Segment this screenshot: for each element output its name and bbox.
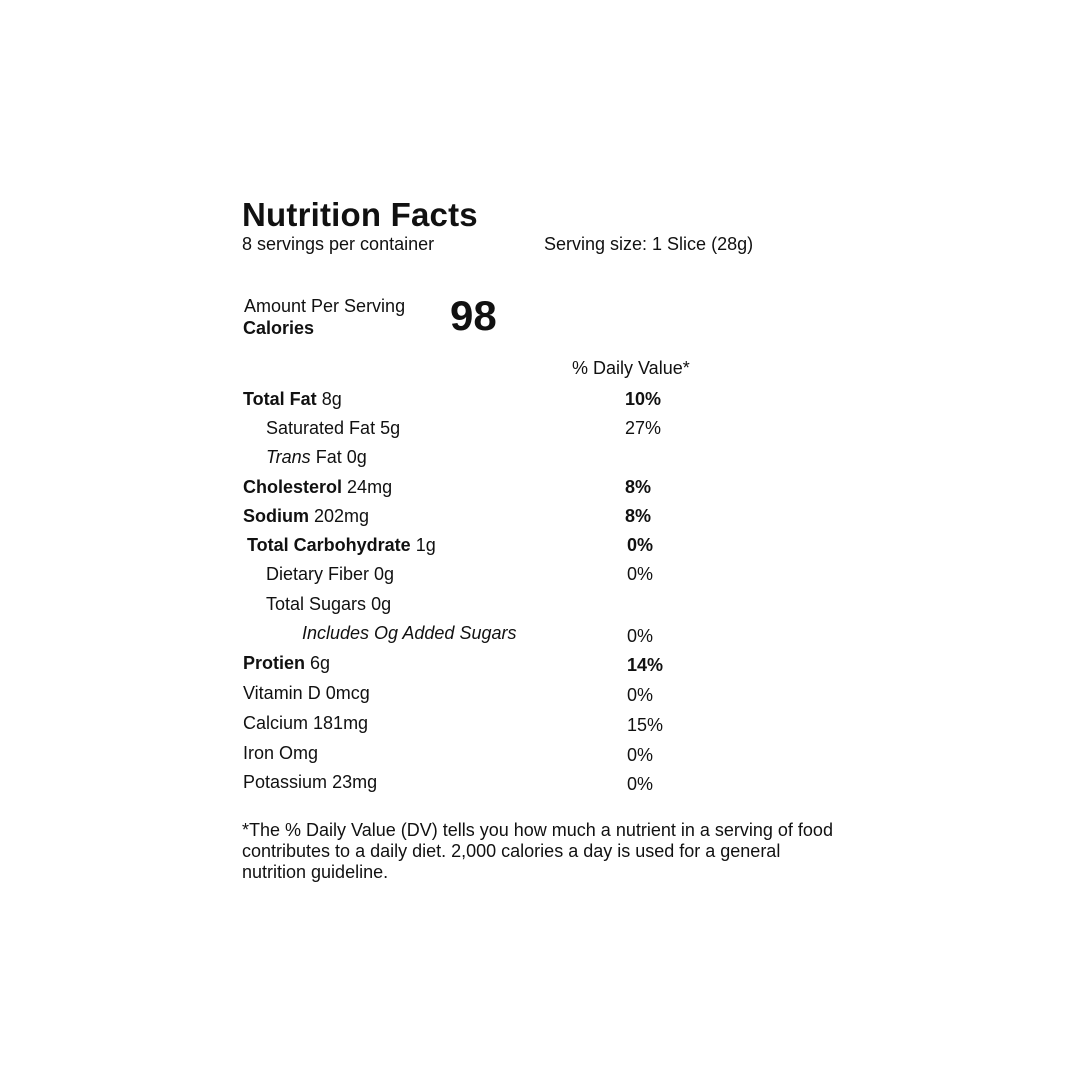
nutrient-name: Total Carbohydrate 1g: [247, 535, 436, 555]
nutrient-name: Cholesterol 24mg: [243, 477, 393, 497]
nutrient-row-total-carbohydrate: [0, 535, 1080, 561]
calories-value: 98: [450, 292, 497, 339]
nutrient-dv: 0%: [627, 685, 654, 705]
nutrient-row-added-sugars: [0, 623, 1080, 649]
nutrient-dv: 14%: [627, 655, 664, 675]
nutrient-row-iron: [0, 743, 1080, 769]
nutrient-dv: 8%: [625, 477, 652, 497]
nutrient-dv: 0%: [627, 564, 654, 584]
nutrient-row-potassium: [0, 772, 1080, 798]
calories-label: Calories: [243, 318, 315, 338]
nutrient-name: Saturated Fat 5g: [266, 418, 401, 438]
nutrient-row-saturated-fat: [0, 418, 1080, 444]
amount-per-serving: Amount Per Serving: [244, 296, 406, 316]
nutrient-dv: 0%: [627, 745, 654, 765]
nutrient-name: Sodium 202mg: [243, 506, 370, 526]
nutrient-dv: 0%: [627, 626, 654, 646]
nutrient-row-cholesterol: [0, 477, 1080, 503]
nutrient-name: Protien 6g: [243, 653, 331, 673]
nutrient-name: Vitamin D 0mcg: [243, 683, 370, 703]
nutrient-row-vitamin-d: [0, 683, 1080, 709]
nutrient-row-dietary-fiber: [0, 564, 1080, 590]
nutrient-dv: 27%: [625, 418, 662, 438]
nutrient-name: Iron Omg: [243, 743, 319, 763]
label-title: Nutrition Facts: [242, 196, 478, 233]
nutrient-dv: 0%: [627, 535, 654, 555]
nutrient-name: Calcium 181mg: [243, 713, 369, 733]
nutrient-row-protein: [0, 653, 1080, 679]
nutrient-name: Total Fat 8g: [243, 389, 342, 409]
nutrient-row-total-fat: [0, 389, 1080, 415]
nutrient-name: Potassium 23mg: [243, 772, 378, 792]
nutrient-name: Includes Og Added Sugars: [302, 623, 517, 643]
nutrient-dv: 10%: [625, 389, 662, 409]
serving-size: Serving size: 1 Slice (28g): [544, 234, 754, 254]
nutrient-row-calcium: [0, 713, 1080, 739]
daily-value-header: % Daily Value*: [572, 358, 690, 378]
nutrient-name: Trans Fat 0g: [266, 447, 367, 467]
nutrient-name: Total Sugars 0g: [266, 594, 392, 614]
nutrient-dv: 15%: [627, 715, 664, 735]
nutrient-row-trans-fat: [0, 447, 1080, 473]
daily-value-footnote: *The % Daily Value (DV) tells you how much a nutrient in a serving of food contributes to a daily diet. 2,000 calories a day is used for a general nutrition guideline.: [242, 820, 833, 882]
nutrient-row-total-sugars: [0, 594, 1080, 620]
nutrient-row-sodium: [0, 506, 1080, 532]
nutrient-dv: 0%: [627, 774, 654, 794]
servings-per-container: 8 servings per container: [242, 234, 435, 254]
nutrient-dv: 8%: [625, 506, 652, 526]
nutrient-name: Dietary Fiber 0g: [266, 564, 395, 584]
